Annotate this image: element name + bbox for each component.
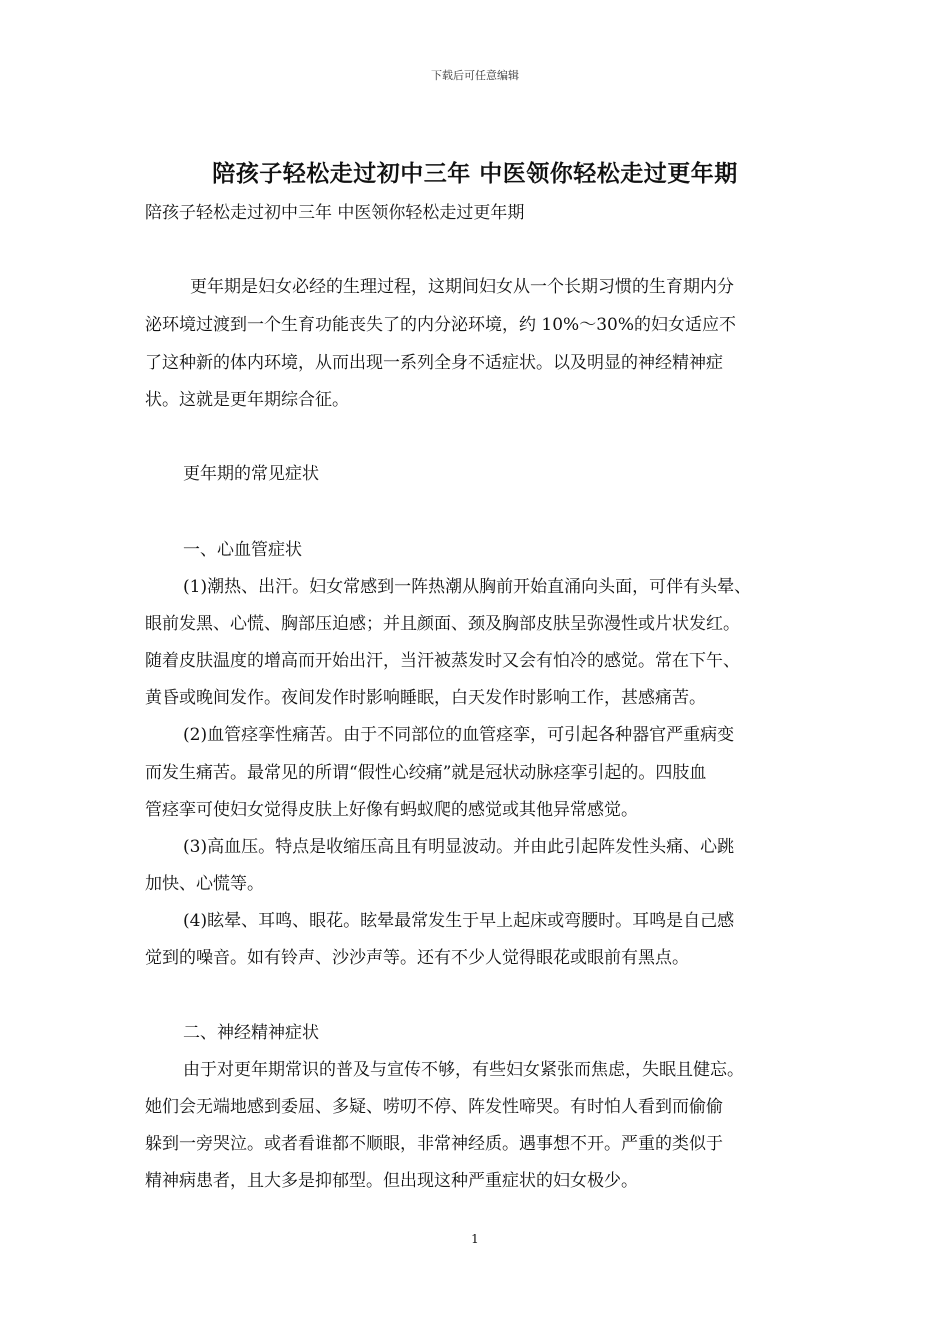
paragraph-line: 眼前发黑、心慌、胸部压迫感；并且颜面、颈及胸部皮肤呈弥漫性或片状发红。 bbox=[145, 614, 740, 634]
paragraph-line: 黄昏或晚间发作。夜间发作时影响睡眠，白天发作时影响工作，甚感痛苦。 bbox=[145, 688, 706, 708]
intro-line: 泌环境过渡到一个生育功能丧失了的内分泌环境，约 10%～30%的妇女适应不 bbox=[145, 315, 736, 335]
paragraph-line: 躲到一旁哭泣。或者看谁都不顺眼，非常神经质。遇事想不开。严重的类似于 bbox=[145, 1134, 723, 1154]
paragraph-line: (4)眩晕、耳鸣、眼花。眩晕最常发生于早上起床或弯腰时。耳鸣是自己感 bbox=[183, 911, 735, 931]
document-subtitle: 陪孩子轻松走过初中三年 中医领你轻松走过更年期 bbox=[145, 203, 525, 223]
paragraph-line: 而发生痛苦。最常见的所谓“假性心绞痛”就是冠状动脉痉挛引起的。四肢血 bbox=[145, 763, 707, 783]
intro-line: 状。这就是更年期综合征。 bbox=[145, 390, 349, 410]
paragraph-line: 她们会无端地感到委屈、多疑、唠叨不停、阵发性啼哭。有时怕人看到而偷偷 bbox=[145, 1097, 723, 1117]
paragraph-line: 管痉挛可使妇女觉得皮肤上好像有蚂蚁爬的感觉或其他异常感觉。 bbox=[145, 800, 638, 820]
document-title: 陪孩子轻松走过初中三年 中医领你轻松走过更年期 bbox=[212, 161, 738, 187]
part1-heading: 一、心血管症状 bbox=[183, 540, 302, 560]
section-heading: 更年期的常见症状 bbox=[183, 464, 319, 484]
page-number: 1 bbox=[471, 1232, 479, 1246]
intro-line: 了这种新的体内环境，从而出现一系列全身不适症状。以及明显的神经精神症 bbox=[145, 353, 723, 373]
paragraph-line: (2)血管痉挛性痛苦。由于不同部位的血管痉挛，可引起各种器官严重病变 bbox=[183, 725, 735, 745]
header-note: 下载后可任意编辑 bbox=[431, 69, 519, 82]
part2-heading: 二、神经精神症状 bbox=[183, 1023, 319, 1043]
paragraph-line: 精神病患者，且大多是抑郁型。但出现这种严重症状的妇女极少。 bbox=[145, 1171, 638, 1191]
paragraph-line: (3)高血压。特点是收缩压高且有明显波动。并由此引起阵发性头痛、心跳 bbox=[183, 837, 735, 857]
paragraph-line: 加快、心慌等。 bbox=[145, 874, 264, 894]
paragraph-line: 觉到的噪音。如有铃声、沙沙声等。还有不少人觉得眼花或眼前有黑点。 bbox=[145, 948, 689, 968]
paragraph-line: 由于对更年期常识的普及与宣传不够，有些妇女紧张而焦虑，失眠且健忘。 bbox=[183, 1060, 744, 1080]
intro-line: 更年期是妇女必经的生理过程，这期间妇女从一个长期习惯的生育期内分 bbox=[190, 277, 734, 297]
paragraph-line: (1)潮热、出汗。妇女常感到一阵热潮从胸前开始直涌向头面，可伴有头晕、 bbox=[183, 577, 752, 597]
paragraph-line: 随着皮肤温度的增高而开始出汗，当汗被蒸发时又会有怕冷的感觉。常在下午、 bbox=[145, 651, 740, 671]
